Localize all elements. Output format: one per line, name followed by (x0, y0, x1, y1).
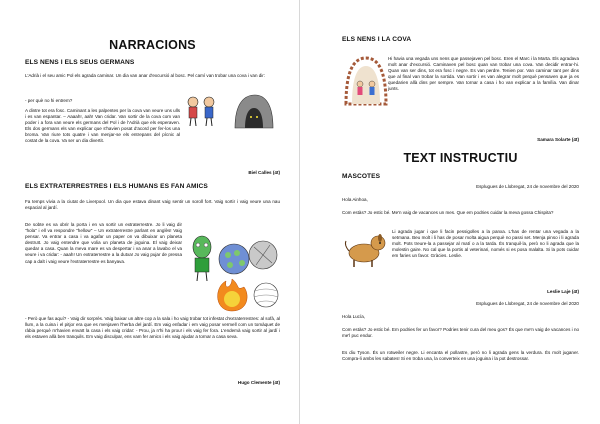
story-2-intro: Fa temps vivia a la ciutat de Liverpool. Un dia que estava dinant vaig sentir un soroll fort. Vaig sortir i vaig veure una nau espacial al jardí. (25, 199, 280, 211)
letter-1-body-text: Li agrada jugar i que li facin pessigolles a la panxa. L'has de rentar una vegada a la setmana. Beu molt i li has de posar molta aigua perquè no passi set. Menja pinso i li agrada molt. Pots treure-la a passejar al matí o a la tarda. És tranquil·la, però no li agrada que la molestin gaire. No cal que la portis al veterinari, només si es posa malalta. Si la pots cuidar em faries un favor. Gràcies. Leslie. (392, 229, 579, 259)
striped-planet (254, 283, 278, 307)
story-2-ending: - Però que fas aquí? - Vaig dir sorprès. Vaig baixar un altre cop a la sala i ho vaig trobar tot infestat d'extraterrestres: al sofà, al llum, a la cuina i el pitjor era que es menjaven l'herba del jardí. Em vaig enfadar i em vaig posar vermell com un tomàquet de ràbia perquè m'havien envaït la casa i els vaig cridar: - Prou, ja n'hi ha prou! i els vaig fer fora. L'endemà vaig sortir al jardí i els estaven allà ben tranquils. Em vaig disculpar, ens vam fer amics i els vaig ajudar a tornar a casa seva. (25, 316, 280, 340)
planet-with-alien-heads (219, 244, 249, 274)
heading-extraterrestres: ELS EXTRATERRESTRES I ELS HUMANS ES FAN AMICS (25, 183, 208, 190)
story-2-middle: De sobte es va obrir la porta i en va sortir un extraterrestre. Jo li vaig dir "hola" i ell va respondre "hellow" – Un extraterrestre parlant en anglès! Vaig pensar. Va entrar a casa i va agafar un paper on va dibuixar un planeta destruït. Jo vaig entendre que volia un planeta de joguina. El vaig deixar quedar a casa. Quan la meva mare es va despertar i va anar a lavabo el va veure i va cridar: - aaah! Un extraterrestre a la dutxa! Jo vaig pujar de pressa cap a dalt i vaig veure l'extraterrestre es banyava. (25, 222, 182, 264)
cave-drawing-spacer (342, 56, 388, 108)
letter-1-place-date: Esplugues de Llobregat, 24 de novembre del 2020 (476, 184, 579, 189)
letter-2-intro: Com estàs? Jo estic bé. Em podries fer un favor? Podries tenir cura del meu gos? És que me'n vaig de vacances i no me'l puc endur. (342, 327, 579, 339)
story-1-question: - per què no hi entrem? (25, 98, 73, 103)
center-gutter (299, 0, 300, 424)
letter-2-place-date: Esplugues de Llobregat, 24 de novembre del 2020 (476, 301, 579, 306)
cave-shape (235, 95, 273, 128)
letter-2-body: Es diu Tyson. És un rotweiler negre. Li encanta el pollastre, però no li agrada gens la verdura. És molt juganer. Compra-li ambs les sabates! Si en troba una, la converteix en una joguina i la pot destrossar. (342, 350, 579, 362)
story-1-body-text: A dintre tot era fosc. Caminant a les palpentes per la cova van veure uns ulls i es van espantar. – Aaaah!, aah! Van cridar. Van sortir de la cova com van poder i a fora van veure els germans del Pol i de l'Adrià que els esperaven. Els dos germans els van explicar que s'havien posat d'acord per fer-los una broma. Van riure tots quatre i van menjar-se els entrepans del pícnic al costat de la cova. Va ser un dia divertit. (25, 108, 180, 144)
signature-samara-solarte: Samara Solarte (4t) (537, 137, 579, 142)
story-1-intro: L'Adrià i el seu amic Pol els agrada caminar. Un dia van anar d'excursió al bosc. Pel camí van trobar una cova i van dir: (25, 73, 266, 78)
heading-els-nens-i-els-seus-germans: ELS NENS I ELS SEUS GERMANS (25, 59, 135, 66)
letter-2-greeting: Hola Lucía, (342, 314, 366, 319)
alien-figure (193, 236, 211, 281)
letter-1-body (342, 229, 579, 269)
letter-1-intro: Com estàs? Jo estic bé. Me'n vaig de vacances un mes. Que em podries cuidar la meva gossa Chispita? (342, 210, 554, 215)
signature-hugo-clemente: Hugo Clemente (4t) (237, 380, 280, 385)
page-title-text-instructiu: TEXT INSTRUCTIU (403, 151, 518, 165)
alien-planets-drawing (184, 225, 280, 317)
heading-mascotes: MASCOTES (342, 173, 381, 180)
dog-drawing-spacer (342, 229, 392, 269)
signature-biel-calles: Biel Calles (4t) (248, 170, 280, 175)
story-3-body-text: Hi havia una vegada uns nens que passejaven pel bosc. Eren el Marc i la Marta. Els agradava molt anar d'excursió. Caminaven pel bosc quan van trobar una cova. Van decidir entrar-hi. Quan van ser dins, tot era fosc i negre. Es van perdre. Tenien por. Van caminar tant per dins que al final van trobar la sortida. Van sortir i es van alegrar molt perquè pensaven que ja es quedarien allà dins per sempre. Van tornar a casa i ho van explicar a la família. Van dinar junts. (388, 56, 579, 92)
page-title-narracions: NARRACIONS (109, 38, 196, 52)
destroyed-planet (249, 241, 277, 269)
fire-planet (218, 279, 247, 311)
kid-figure-1 (188, 97, 198, 126)
signature-leslie-laje: Leslie Laje (4t) (547, 289, 579, 294)
kid-figure-2 (204, 97, 214, 126)
story-3-body (342, 56, 579, 108)
story-1-body (25, 108, 180, 145)
letter-1-greeting: Hola Ainhoa, (342, 197, 368, 202)
heading-els-nens-i-la-cova: ELS NENS I LA COVA (342, 36, 412, 43)
kids-cave-drawing (183, 92, 275, 130)
